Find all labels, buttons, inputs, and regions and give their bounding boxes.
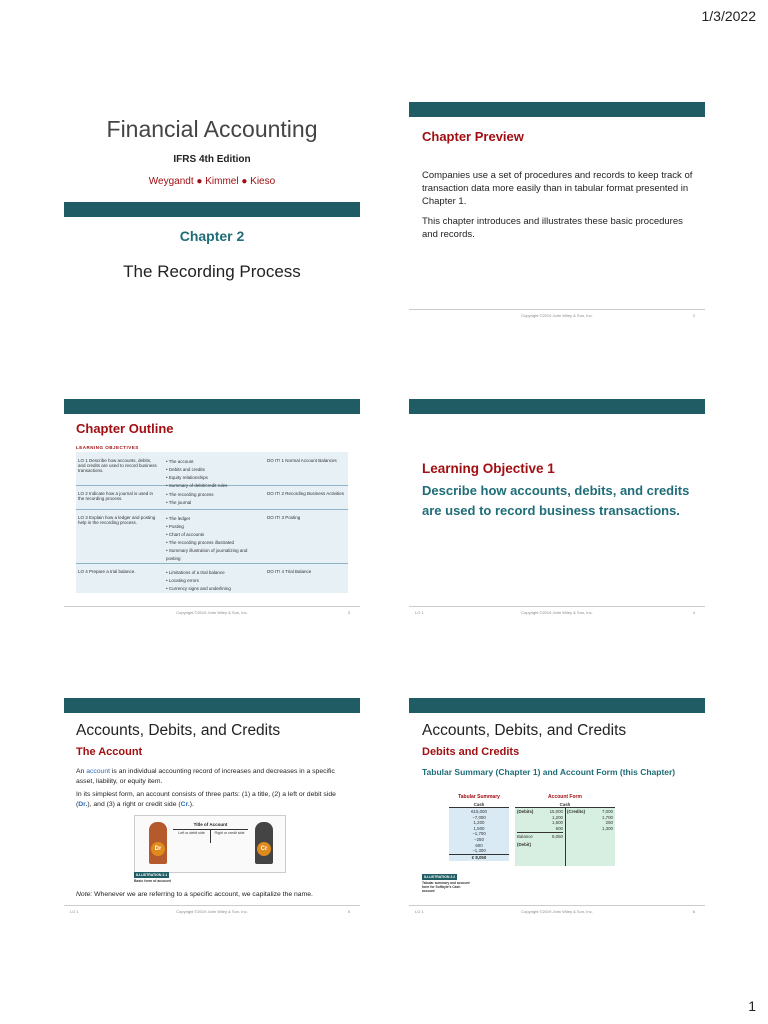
tabular-value: −250 [474, 836, 484, 842]
slide-4-footer [409, 606, 705, 619]
tabular-summary-title: Tabular Summary [458, 794, 500, 800]
outline-lo: LO 3 Explain how a ledger and posting help in the recording process. [78, 515, 156, 525]
outline-topic: • Locating errors [166, 578, 199, 583]
outline-topic: • Summary illustration of journalizing and posting [166, 548, 248, 561]
illustration-caption: Tabular summary and account form for Softbyte's Cash account [422, 881, 470, 894]
para-text: In its simplest form, an account consists of three parts: (1) a title, (2) a left or debit side ( [76, 791, 336, 808]
lo-header: LEARNING OBJECTIVES [76, 445, 139, 450]
slide-3-footer [64, 606, 360, 619]
slide-2-footer [409, 309, 705, 322]
t-account-illustration [134, 815, 286, 873]
account-form-vline [565, 808, 566, 866]
tabular-value: €15,000 [471, 809, 487, 814]
credit-value: 1,300 [602, 825, 613, 831]
outline-topic: • Chart of accounts [166, 532, 205, 537]
para-text: ). [189, 800, 194, 808]
illustration-tag: ILLUSTRATION 2.2 [424, 875, 456, 879]
t-account-left-label: Left or debit side [178, 831, 205, 835]
slide-6-caption: Tabular Summary (Chapter 1) and Account Form (this Chapter) [422, 767, 676, 777]
footer-slide-number: 6 [692, 909, 695, 914]
slide-6-footer [409, 905, 705, 918]
balance-line [517, 832, 563, 833]
credit-value: 1,700 [602, 814, 613, 820]
t-account-title: Title of Account [193, 822, 228, 827]
illustration-tag: ILLUSTRATION 2.1 [136, 873, 168, 877]
footer-slide-number: 5 [347, 909, 350, 914]
slide-4 [409, 399, 705, 619]
credits-label: (Credits) [567, 809, 586, 814]
slide-5-para-1 [76, 767, 348, 786]
debits-column [539, 809, 563, 831]
account-form [515, 794, 615, 866]
tabular-summary [449, 794, 509, 861]
debit-value: 1,500 [552, 820, 563, 826]
account-term: account [86, 768, 111, 775]
slide-3-bar [64, 399, 360, 414]
slide-1-bar [64, 202, 360, 217]
footer-copyright: Copyright ©2019 John Wiley & Son, Inc. [176, 909, 248, 914]
outline-topic: • The recording process [166, 492, 214, 497]
slide-1 [64, 100, 360, 320]
outline-doit: DO IT! 1 Normal Account Balances [267, 458, 337, 463]
outline-topic: • Limitations of a trial balance [166, 570, 225, 575]
outline-table [76, 452, 348, 593]
tabular-value: −1,700 [472, 831, 486, 837]
debit-value: 15,000 [549, 809, 563, 814]
outline-row [76, 564, 348, 593]
tabular-value: € 8,050 [449, 854, 509, 861]
note-text: Whenever we are referring to a specific account, we capitalize the name. [92, 891, 313, 898]
tabular-summary-head: Cash [449, 802, 509, 808]
date-header: 1/3/2022 [701, 8, 756, 24]
slide-6-title: Accounts, Debits, and Credits [422, 722, 627, 739]
slide-2-title: Chapter Preview [422, 129, 524, 144]
outline-topic: • Summary of debit/credit rules [166, 483, 228, 488]
outline-topics [166, 569, 251, 593]
slide-3 [64, 399, 360, 619]
para-text: ), and (3) a right or credit side ( [87, 800, 181, 808]
slide-2-para-1: Companies use a set of procedures and records to keep track of transaction data more easily than in tabular format presented in Chapter 1. [422, 170, 693, 207]
para-text: An [76, 768, 87, 775]
para-text: is an individual accounting record of increases and decreases in a specific asset, liability, or equity item. [76, 768, 335, 785]
cr-badge: Cr [257, 842, 271, 856]
slide-5 [64, 698, 360, 918]
outline-topic: • Debits and credits [166, 467, 205, 472]
outline-lo: LO 1 Describe how accounts, debits, and credits are used to record business transactions. [78, 458, 157, 473]
outline-doit: DO IT! 3 Posting [267, 515, 301, 520]
tabular-values [449, 808, 509, 861]
slide-6 [409, 698, 705, 918]
outline-lo: LO 4 Prepare a trial balance. [78, 569, 136, 574]
slide-4-bar [409, 399, 705, 414]
outline-doit: DO IT! 4 Trial Balance [267, 569, 312, 574]
tabular-value: 1,200 [473, 820, 485, 826]
slide-5-note [76, 891, 356, 898]
debits-label: (Debits) [517, 809, 534, 814]
credit-value: 7,000 [602, 809, 613, 814]
slide-6-bar [409, 698, 705, 713]
debit-note: (Debit) [517, 842, 531, 847]
outline-topic: • The journal [166, 500, 192, 505]
footer-copyright: Copyright ©2019 John Wiley & Son, Inc. [521, 909, 593, 914]
t-account-right-label: Right or credit side [214, 831, 245, 835]
outline-topic: • The recording process illustrated [166, 540, 235, 545]
footer-copyright: Copyright ©2019 John Wiley & Son, Inc. [521, 313, 593, 318]
slide-5-footer [64, 905, 360, 918]
footer-slide-number: 3 [347, 610, 350, 615]
account-form-title: Account Form [548, 794, 582, 800]
credits-column [589, 809, 613, 831]
slide-6-subtitle: Debits and Credits [422, 746, 520, 758]
footer-copyright: Copyright ©2019 John Wiley & Son, Inc. [521, 610, 593, 615]
outline-topic: • Posting [166, 524, 184, 529]
footer-lo: LO 1 [415, 610, 424, 615]
slide-1-chapter: Chapter 2 [179, 228, 245, 244]
account-form-body [515, 808, 615, 866]
illustration-caption: Basic form of account [134, 879, 171, 883]
outline-topic: • The ledger [166, 516, 191, 521]
footer-lo: LO 1 [70, 909, 79, 914]
outline-row [76, 510, 348, 564]
cr-term: Cr. [180, 800, 190, 808]
outline-row [76, 486, 348, 510]
outline-topic: • Equity relationships [166, 475, 208, 480]
slide-1-subtitle: The Recording Process [123, 262, 301, 281]
page-number: 1 [748, 998, 756, 1014]
lo-heading: Learning Objective 1 [422, 461, 555, 476]
slide-1-edition: IFRS 4th Edition [173, 154, 251, 165]
balance-value: 8,050 [552, 834, 563, 839]
note-label: Note: [76, 891, 93, 898]
outline-topics [166, 491, 251, 507]
tabular-value: −1,300 [472, 848, 486, 854]
debit-value: 600 [555, 825, 563, 831]
outline-topic: • Currency signs and underlining [166, 586, 231, 591]
debit-value: 1,200 [552, 814, 563, 820]
outline-topic: • The account [166, 459, 194, 464]
outline-lo: LO 2 Indicate how a journal is used in the recording process. [78, 491, 154, 501]
slide-5-para-2 [76, 790, 348, 809]
footer-slide-number: 4 [692, 610, 695, 615]
credit-value: 250 [605, 820, 613, 826]
footer-copyright: Copyright ©2019 John Wiley & Son, Inc. [176, 610, 248, 615]
slide-5-subtitle: The Account [76, 746, 143, 758]
slide-1-authors: Weygandt ● Kimmel ● Kieso [148, 176, 276, 187]
slide-2-bar [409, 102, 705, 117]
dr-badge: Dr [151, 842, 165, 856]
balance-label: Balance [517, 834, 533, 839]
tabular-value: −7,000 [472, 814, 486, 820]
slide-5-bar [64, 698, 360, 713]
footer-slide-number: 2 [692, 313, 695, 318]
slide-2-para-2: This chapter introduces and illustrates these basic procedures and records. [422, 216, 683, 240]
slide-2 [409, 102, 705, 322]
tabular-value: 600 [475, 842, 483, 848]
slide-3-title: Chapter Outline [76, 421, 174, 436]
account-form-head: Cash [515, 802, 615, 808]
outline-topics [166, 515, 251, 563]
outline-row [76, 452, 348, 486]
slide-5-title: Accounts, Debits, and Credits [76, 722, 281, 739]
dr-term: Dr. [78, 800, 88, 808]
slide-1-title: Financial Accounting [106, 116, 318, 142]
footer-lo: LO 1 [415, 909, 424, 914]
tabular-value: 1,500 [473, 825, 485, 831]
outline-doit: DO IT! 2 Recording Business Activities [267, 491, 345, 496]
lo-body: Describe how accounts, debits, and credits are used to record business transactions. [422, 483, 690, 518]
